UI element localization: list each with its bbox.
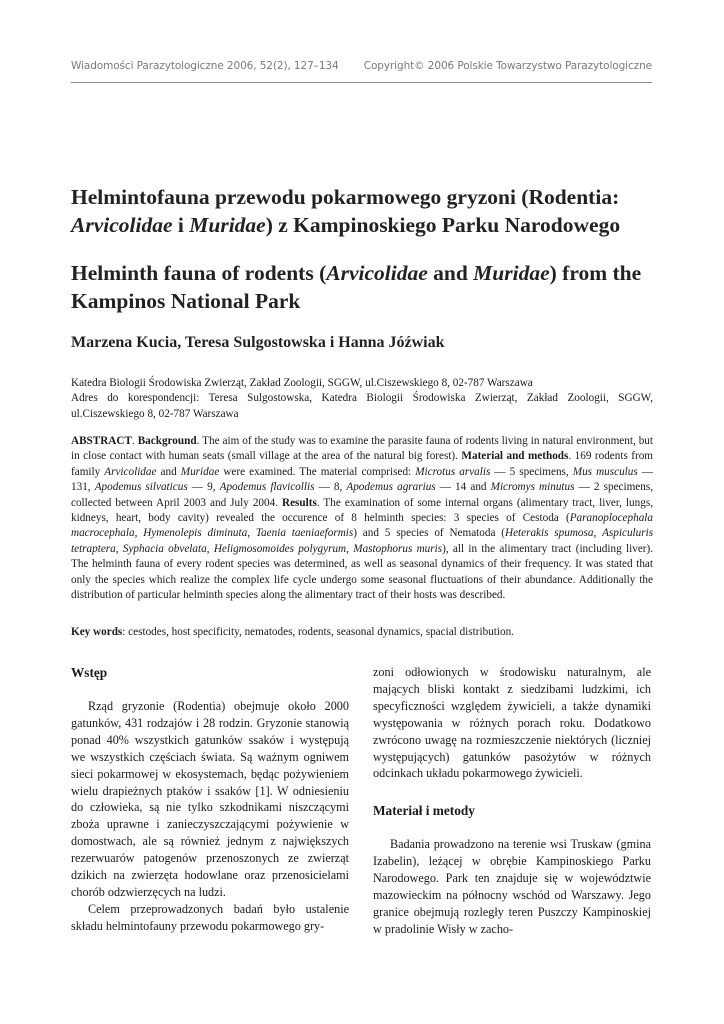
abstract-text: . The aim of the study was to examine the parasite fauna of rodents living in natural environment, but in close contact with human seats (small village at the area of the natural big forest). xyxy=(71,435,654,463)
species-name: Apodemus agrarius xyxy=(346,481,436,494)
species-name: Hymenolepis diminuta xyxy=(143,527,248,540)
paragraph: zoni odłowionych w środowisku naturalnym, ale mających bliski kontakt z siedzibami ludzkimi, ich specyficzności względem żywicieli, a także dynamiki występowania w różnych porach roku. Dodatkowo zwrócono uwagę na rozmieszczenie niektórych (liczniej występujących) gatunków pasożytów w różnych odcinkach układu pokarmowego żywicieli. xyxy=(373,665,651,781)
species-name: Micromys minutus xyxy=(490,481,575,494)
title-polish xyxy=(71,183,661,239)
species-name: Aspiculuris tetraptera xyxy=(71,527,654,555)
keywords xyxy=(71,625,653,640)
abstract-text: — 14 and xyxy=(435,481,491,494)
abstract-section-label: Material and methods xyxy=(461,450,569,463)
abstract-text: and xyxy=(156,465,181,478)
abstract-text: — 2 specimens, collected between April 2003 and July 2004. xyxy=(71,481,654,509)
running-header xyxy=(71,60,652,83)
copyright-notice: Copyright© 2006 Polskie Towarzystwo Parazytologiczne xyxy=(363,60,652,72)
abstract: ABSTRACT. Background. The aim of the study was to examine the parasite fauna of rodents living in natural environment, but in close contact with human seats (small village at the area of the natural big forest). Material and methods. 169 rodents from family Arvicolidae and Muridae were examined. The material comprised: Microtus arvalis — 5 specimens, Mus musculus — 131, Apodemus silvaticus — 9, Apodemus flavicollis — 8, Apodemus agrarius — 14 and Micromys minutus — 2 specimens, collected between April 2003 and July 2004. Results. The examination of some internal organs (alimentary tract, liver, lungs, kidneys, heart, body cavity) revealed the occurence of 8 helminth species: 3 species of Cestoda (Paranoplocephala macrocephala, Hymenolepis diminuta, Taenia taeniaeformis) and 5 species of Nematoda (Heterakis spumosa, Aspiculuris tetraptera, Syphacia obvelata, Heligmosomoides polygyrum, Mastophorus muris), all in the alimentary tract (including liver). The helminth fauna of every rodent species was determined, as well as seasonal dynamics of their frequency. It was stated that only the species which realize the complex life cycle undergo some seasonal fluctuations of their abundance. Additionally the distribution of particular helminth species along the alimentary tract of their hosts was described. xyxy=(71,435,654,602)
taxon-name: Arvicolidae xyxy=(104,465,157,478)
species-name: Syphacia obvelata xyxy=(122,542,207,555)
abstract-text: ), all in the alimentary tract (including liver). The helminth fauna of every rodent species was determined, as well as seasonal dynamics of their frequency. It was stated that only the species which realize the complex life cycle undergo some seasonal fluctuations of their abundance. Additionally the distribution of particular helminth species along the alimentary tract of their hosts was described. xyxy=(71,542,654,602)
right-column xyxy=(373,664,651,938)
abstract-text: were examined. The material comprised: xyxy=(219,465,416,478)
title-english xyxy=(71,259,661,315)
species-name: Microtus arvalis xyxy=(415,465,491,478)
affiliation xyxy=(71,376,653,422)
correspondence-address: Adres do korespondencji: Teresa Sulgostowska, Katedra Biologii Środowiska Zwierząt, Zakład Zoologii, SGGW, ul.Ciszewskiego 8, 02-787 Warszawa xyxy=(71,392,653,420)
title-en-conj: and xyxy=(427,261,474,285)
separator: , xyxy=(247,527,256,540)
title-pl-taxon: Arvicolidae xyxy=(71,213,173,237)
section-heading-methods: Materiał i metody xyxy=(373,803,475,819)
abstract-text: — 9, xyxy=(187,481,220,494)
separator: , xyxy=(134,527,144,540)
species-name: Mastophorus muris xyxy=(353,542,443,555)
journal-citation: Wiadomości Parazytologiczne 2006, 52(2), 127–134 xyxy=(71,60,339,72)
affiliation-line: Katedra Biologii Środowiska Zwierząt, Zakład Zoologii, SGGW, ul.Ciszewskiego 8, 02-787 Warszawa xyxy=(71,377,533,389)
abstract-section-label: Background xyxy=(137,435,197,447)
species-name: Paranoplocephala macrocephala xyxy=(71,512,653,540)
title-pl-part: Helmintofauna przewodu pokarmowego gryzoni (Rodentia: xyxy=(71,185,620,209)
species-name: Apodemus flavicollis xyxy=(219,481,315,494)
separator: , xyxy=(206,542,214,555)
abstract-text: ) and 5 species of Nematoda ( xyxy=(353,527,505,540)
left-column xyxy=(71,664,349,935)
author-list: Marzena Kucia, Teresa Sulgostowska i Hanna Jóźwiak xyxy=(71,334,445,351)
abstract-text: — 131, xyxy=(71,465,653,494)
title-en-taxon: Arvicolidae xyxy=(326,261,428,285)
species-name: Heligmosomoides polygyrum xyxy=(213,542,347,555)
abstract-section-label: Results xyxy=(282,496,317,509)
separator: , xyxy=(593,527,603,540)
species-name: Taenia taeniaeformis xyxy=(255,527,354,540)
title-pl-taxon: Muridae xyxy=(189,213,266,237)
title-pl-conj: i xyxy=(172,213,190,237)
abstract-text: — 8, xyxy=(314,481,347,494)
abstract-text: . The examination of some internal organs (alimentary tract, liver, lungs, kidneys, heart, body cavity) revealed the occurence of 8 helminth species: 3 species of Cestoda ( xyxy=(71,496,653,525)
paragraph: Rząd gryzonie (Rodentia) obejmuje około 2000 gatunków, 431 rodzajów i 28 rodzin. Gryzonie stanowią ponad 40% wszystkich gatunków ssaków i występują we wszystkich częściach świata. Są ważnym ogniwem sieci pokarmowej w ekosystemach, będąc pożywieniem wielu drapieżnych ptaków i ssaków [1]. W odniesieniu do człowieka, są nie tylko szkodnikami niszczącymi zboża uprawne i zanieczyszczającymi pożywienie w domostwach, ale są również jednym z największych rezerwuarów patogenów przenoszonych ze zwierząt dzikich na zwierzęta hodowlane oraz przenosicielami chorób odzwierzęcych na ludzi. xyxy=(71,699,349,899)
title-en-taxon: Muridae xyxy=(473,261,550,285)
title-en-part: Helminth fauna of rodents ( xyxy=(71,261,327,285)
keywords-text: : cestodes, host specificity, nematodes, rodents, seasonal dynamics, spacial distribution. xyxy=(122,626,514,638)
species-name: Heterakis spumosa xyxy=(504,527,594,540)
section-heading-introduction: Wstęp xyxy=(71,665,108,680)
separator: , xyxy=(115,542,123,555)
abstract-text: . 169 rodents from family xyxy=(71,450,654,478)
title-pl-part: ) z Kampinoskiego Parku Narodowego xyxy=(265,213,621,237)
paragraph: Celem przeprowadzonych badań było ustalenie składu helmintofauny przewodu pokarmowego gry- xyxy=(71,901,349,933)
paragraph: Badania prowadzono na terenie wsi Truskaw (gmina Izabelin), leżącej w obrębie Kampinoskiego Parku Narodowego. Park ten znajduje się w województwie mazowieckim na północny wschód od Warszawy. Jego granice obejmują rozległy teren Puszczy Kampinoskiej w pradolinie Wisły w zacho- xyxy=(373,837,651,936)
keywords-label: Key words xyxy=(71,626,123,638)
title-en-part: ) from the Kampinos National Park xyxy=(71,261,642,313)
taxon-name: Muridae xyxy=(180,465,220,478)
species-name: Mus musculus xyxy=(572,465,638,478)
abstract-text: — 5 specimens, xyxy=(490,465,573,478)
species-name: Apodemus silvaticus xyxy=(94,481,188,494)
abstract-label: ABSTRACT xyxy=(71,435,132,447)
separator: , xyxy=(346,542,354,555)
